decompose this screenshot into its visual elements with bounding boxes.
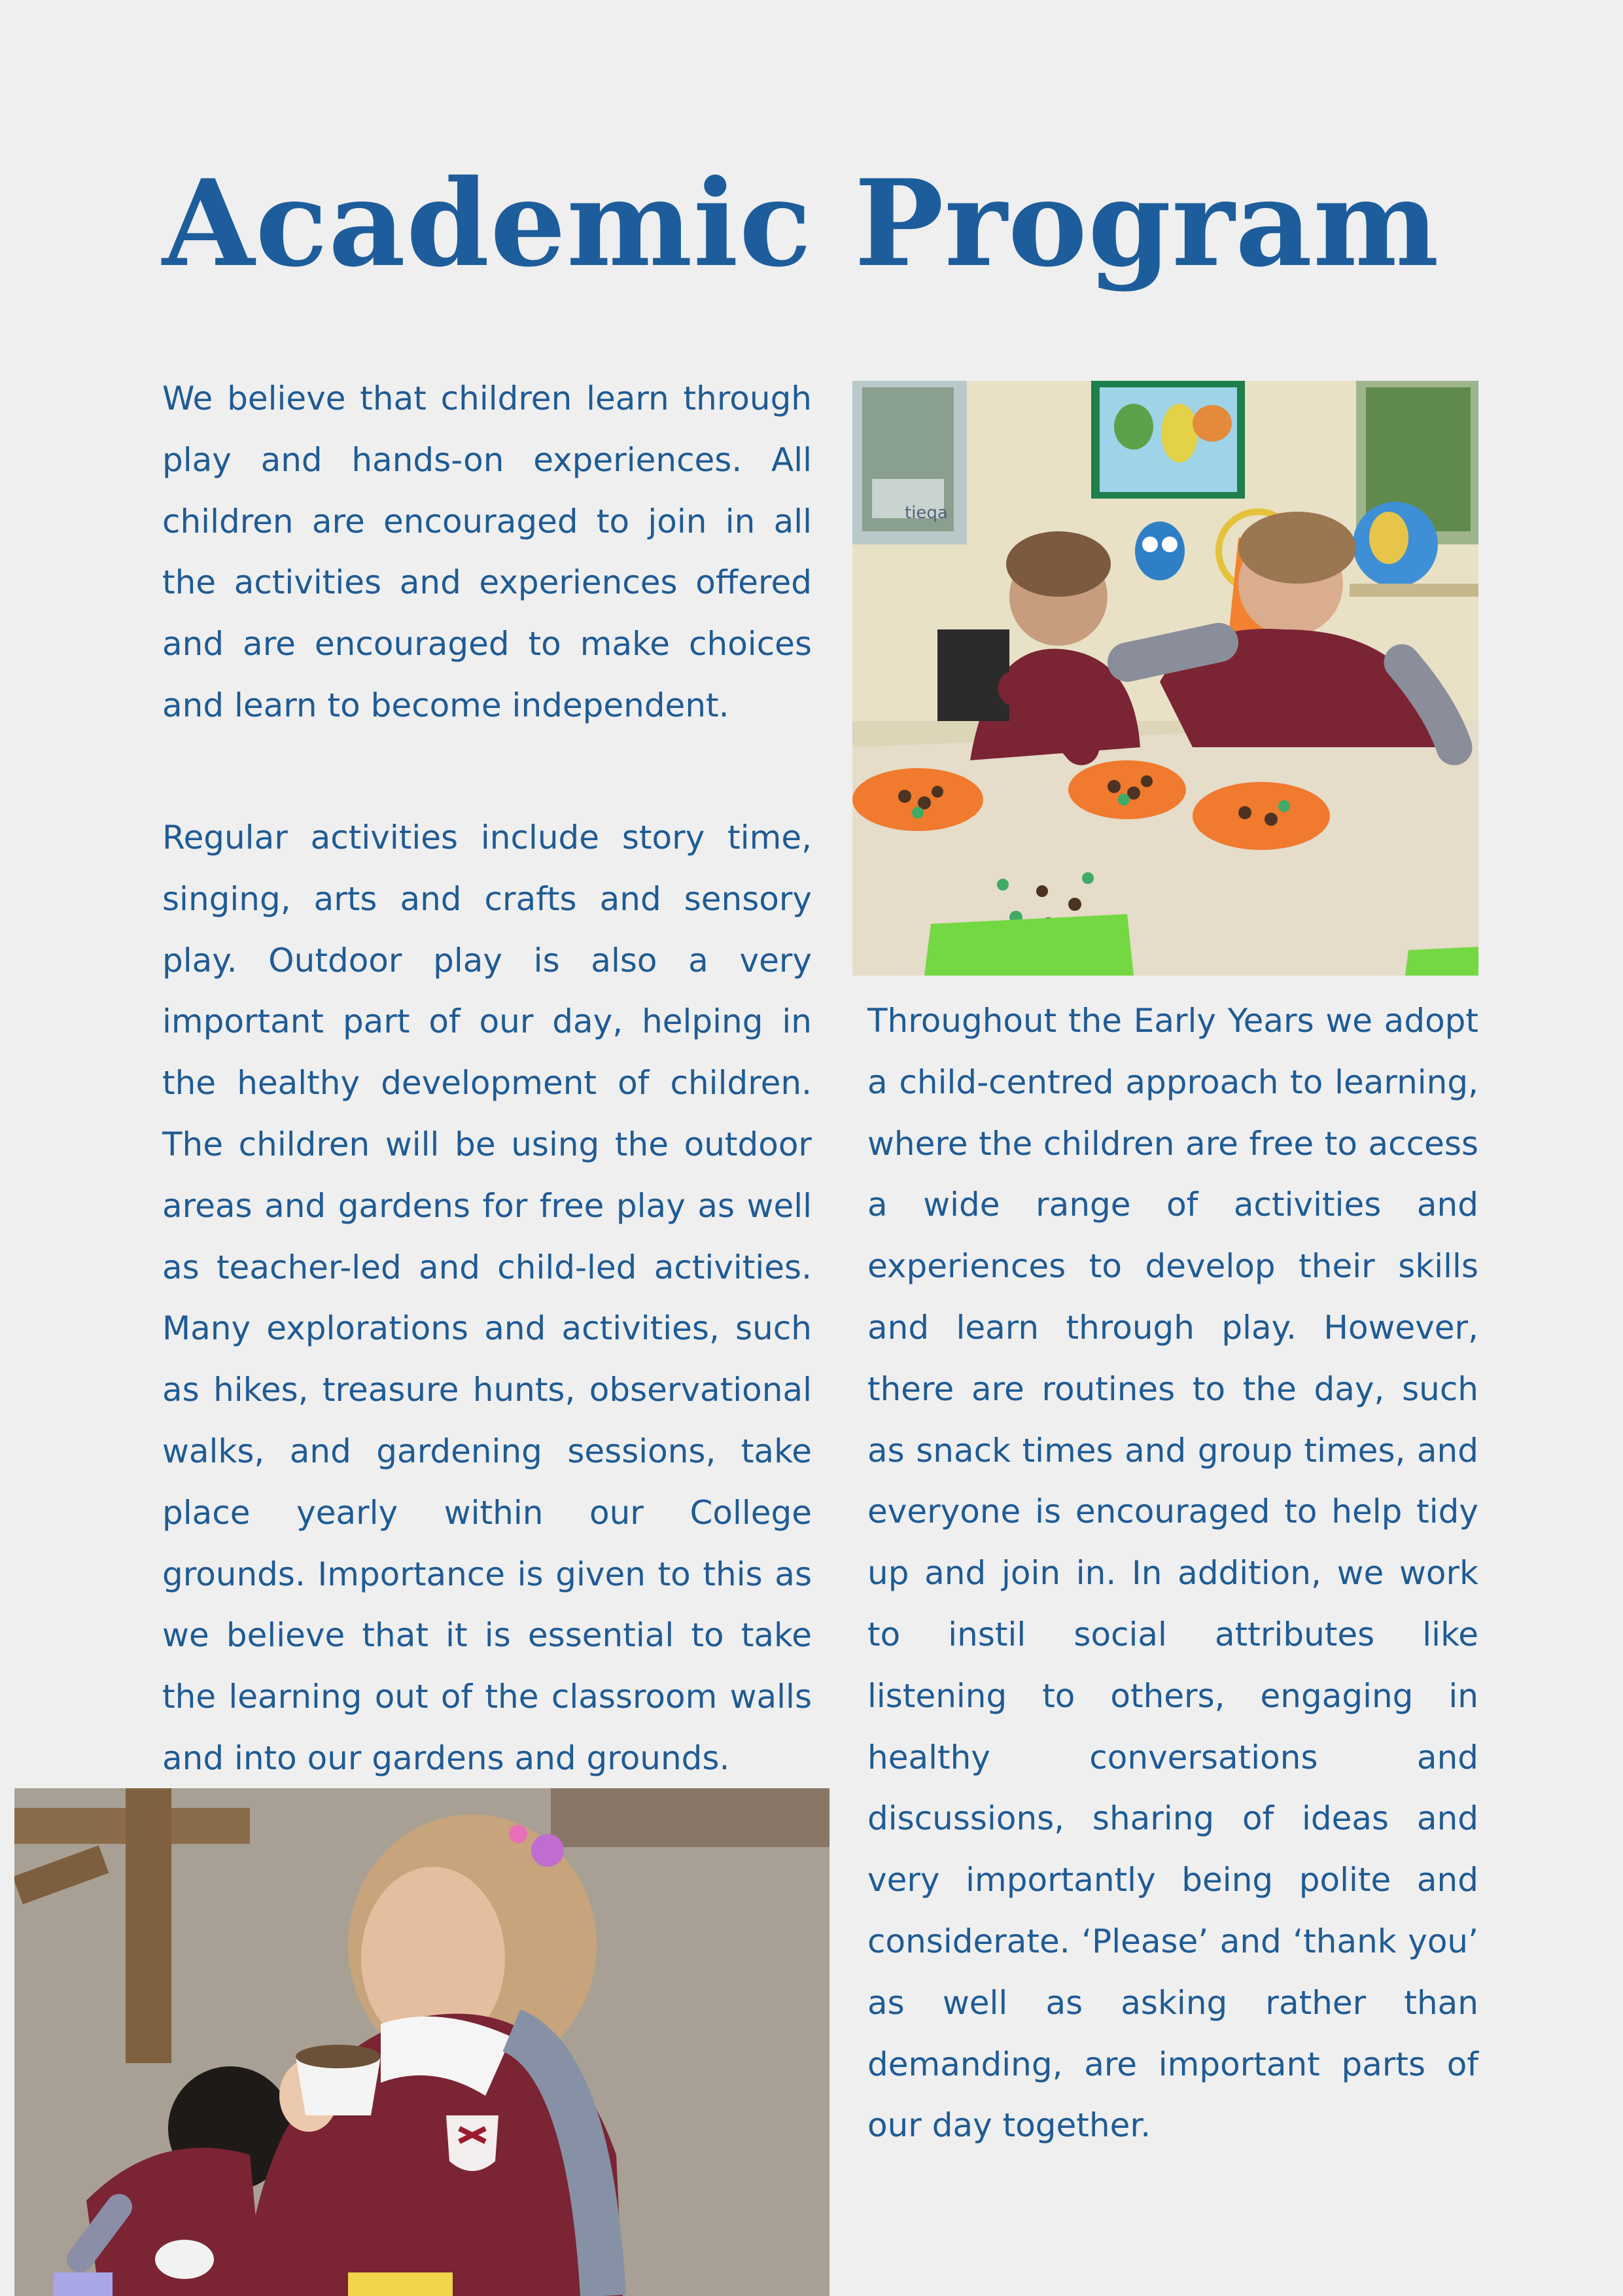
activities-paragraph: Regular activities include story time, singing, arts and crafts and sensory play. Outdoor play is also a very important part of our day, helping in the healthy development of children. The children will be using the outdoor areas and gardens for free play as well as teacher-led and child-led activities. Many explorations and activities, such as hikes, treasure hunts, observational walks, and gardening sessions, take place yearly within our College grounds. Importance is given to this as we believe that it is essential to take the learning out of the classroom walls and into our gardens and grounds. [162,819,812,1777]
classroom-activity-photo [852,381,1478,976]
gardening-activity-illustration [14,1788,829,2296]
intro-paragraph: We believe that children learn through play and hands-on experiences. All children are encouraged to join in all the activities and experiences offered and are encouraged to make choices and learn to become independent. [162,380,812,724]
classroom-sign-text: tieqa [905,503,948,523]
gardening-activity-photo [14,1788,829,2296]
classroom-activity-illustration [852,381,1478,976]
page-title: Academic Program [162,153,1440,293]
approach-paragraph: Throughout the Early Years we adopt a child-centred approach to learning, where the children are free to access a wide range of activities and experiences to develop their skills and learn through play. However, there are routines to the day, such as snack times and group times, and everyone is encouraged to help tidy up and join in. In addition, we work to instil social attributes like listening to others, engaging in healthy conversations and discussions, sharing of ideas and very importantly being polite and considerate. ‘Please’ and ‘thank you’ as well as asking rather than demanding, are important parts of our day together. [867,1002,1478,2145]
